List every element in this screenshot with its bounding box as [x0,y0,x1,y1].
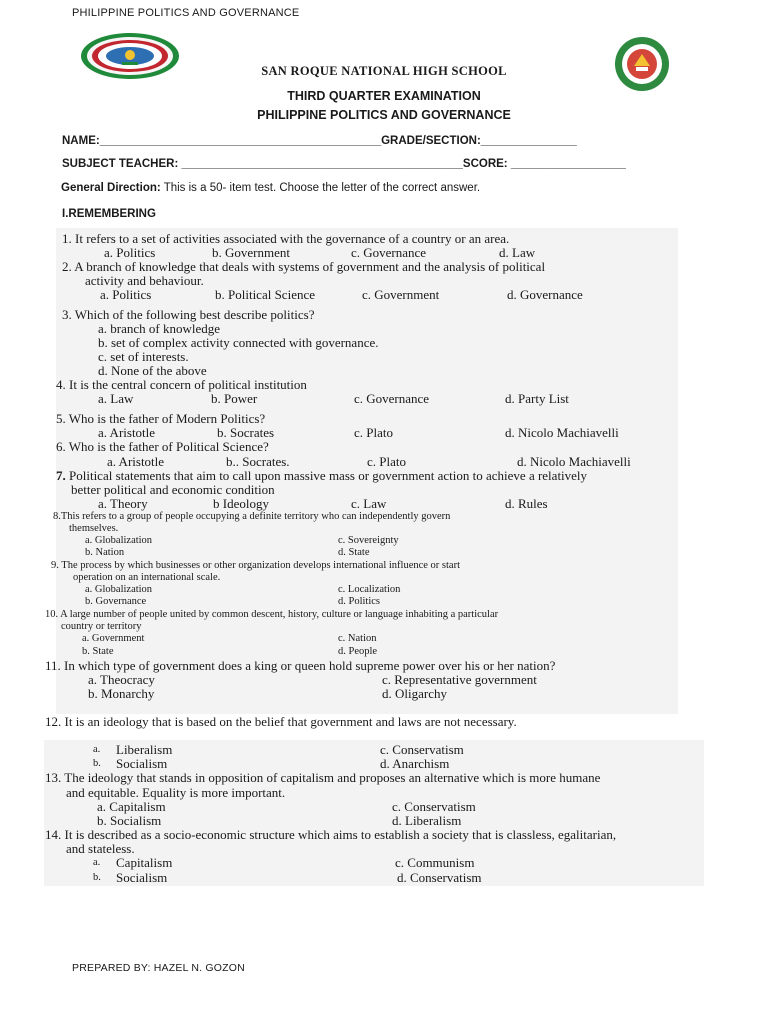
exam-subject: PHILIPPINE POLITICS AND GOVERNANCE [257,108,511,122]
q14-stem-line2: and stateless. [66,841,135,856]
direction-label: General Direction: [61,182,161,194]
q7-choice-d: d. Rules [505,496,548,511]
q14-choice-d: d. Conservatism [397,870,482,885]
q10-choice-a: a. Government [82,633,145,644]
q7-choice-c: c. Law [351,496,387,511]
q2-choice-c: c. Government [362,287,440,302]
exam-title: THIRD QUARTER EXAMINATION [287,89,481,103]
q2-stem-line1: 2. A branch of knowledge that deals with systems of government and the analysis of political [62,259,546,274]
section-heading: I.REMEMBERING [62,208,156,220]
q10-choice-c: c. Nation [338,633,377,644]
q13-choice-c: c. Conservatism [392,799,476,814]
q12-choice-a: Liberalism [116,742,173,757]
q3-choice-c: c. set of interests. [98,349,189,364]
q6-choice-c: c. Plato [367,454,406,469]
q1-choice-b: b. Government [212,245,290,260]
q13-stem-line1: 13. The ideology that stands in opposition of capitalism and proposes an alternative which is more humane [45,770,601,785]
q5-stem: 5. Who is the father of Modern Politics? [56,411,266,426]
q4-choice-c: c. Governance [354,391,430,406]
q7-number: 7. [56,468,66,483]
q8-choice-c: c. Sovereignty [338,535,399,546]
q4-choice-a: a. Law [98,391,134,406]
q2-choice-a: a. Politics [100,287,152,302]
q4-choice-d: d. Party List [505,391,569,406]
q1-choice-c: c. Governance [351,245,427,260]
q5-choice-b: b. Socrates [217,425,275,440]
prepared-by: PREPARED BY: HAZEL N. GOZON [72,962,245,974]
q11-choice-d: d. Oligarchy [382,686,447,701]
q11-stem: 11. In which type of government does a king or queen hold supreme power over his or her nation? [45,658,556,673]
q14-choice-a: Capitalism [116,855,173,870]
q9-choice-b: b. Governance [85,596,147,607]
q11-choice-c: c. Representative government [382,672,537,687]
q5-choice-d: d. Nicolo Machiavelli [505,425,619,440]
q3-choice-d: d. None of the above [98,363,207,378]
school-name: SAN ROQUE NATIONAL HIGH SCHOOL [261,64,507,78]
q9-stem-line2: operation on an international scale. [73,572,221,583]
q4-choice-b: b. Power [211,391,258,406]
name-grade-line: NAME:____________________________________________GRADE/SECTION:_______________ [62,135,577,147]
q12-choice-a-letter: a. [93,744,101,755]
q14-choice-a-letter: a. [93,857,101,868]
q7-choice-b: b Ideology [213,496,269,511]
q10-choice-b: b. State [82,646,114,657]
q12-stem: 12. It is an ideology that is based on the belief that government and laws are not necessary. [45,714,517,729]
q5-choice-a: a. Aristotle [98,425,156,440]
q8-stem-line1: 8.This refers to a group of people occupying a definite territory who can independently govern [53,511,451,522]
running-header: PHILIPPINE POLITICS AND GOVERNANCE [72,7,300,19]
q10-stem-line1: 10. A large number of people united by common descent, history, culture or language inhabiting a particular [45,609,499,620]
q9-choice-c: c. Localization [338,584,401,595]
q6-stem: 6. Who is the father of Political Science? [56,439,269,454]
q2-choice-d: d. Governance [507,287,583,302]
q4-stem: 4. It is the central concern of political institution [56,377,307,392]
direction-text: This is a 50- item test. Choose the letter of the correct answer. [160,182,481,194]
q1-stem: 1. It refers to a set of activities associated with the governance of a country or an area. [62,231,510,246]
q14-choice-b-letter: b. [93,872,101,883]
q13-stem-line2: and equitable. Equality is more important. [66,785,286,800]
q6-choice-b: b.. Socrates. [226,454,290,469]
q9-stem-line1: 9. The process by which businesses or other organization develops international influence or start [51,560,461,571]
general-direction [61,182,480,194]
q12-choice-d: d. Anarchism [380,756,450,771]
q2-stem-line2: activity and behaviour. [85,273,204,288]
q12-choice-b: Socialism [116,756,168,771]
q1-choice-a: a. Politics [104,245,156,260]
q7-choice-a: a. Theory [98,496,148,511]
q13-choice-b: b. Socialism [97,813,162,828]
q6-choice-a: a. Aristotle [107,454,165,469]
q5-choice-c: c. Plato [354,425,393,440]
q3-stem: 3. Which of the following best describe politics? [62,307,315,322]
q13-choice-a: a. Capitalism [97,799,166,814]
q12-choice-b-letter: b. [93,758,101,769]
q10-choice-d: d. People [338,646,378,657]
q9-choice-d: d. Politics [338,596,381,607]
q14-stem-line1: 14. It is described as a socio-economic structure which aims to establish a society that is classless, egalitarian, [45,827,617,842]
q1-choice-d: d. Law [499,245,536,260]
q9-choice-a: a. Globalization [85,584,153,595]
q11-choice-a: a. Theocracy [88,672,155,687]
q3-choice-a: a. branch of knowledge [98,321,221,336]
q8-choice-b: b. Nation [85,547,125,558]
q7-stem-line2: better political and economic condition [71,482,275,497]
q8-choice-d: d. State [338,547,370,558]
q8-choice-a: a. Globalization [85,535,153,546]
q14-choice-c: c. Communism [395,855,475,870]
q14-choice-b: Socialism [116,870,168,885]
q8-stem-line2: themselves. [69,523,119,534]
q12-choice-c: c. Conservatism [380,742,464,757]
q3-choice-b: b. set of complex activity connected with governance. [98,335,379,350]
q10-stem-line2: country or territory [61,621,142,632]
teacher-score-line: SUBJECT TEACHER: ____________________________________________SCORE: __________________ [62,158,626,170]
q7-stem-text: Political statements that aim to call upon massive mass or government action to achieve a relatively [65,468,588,483]
q11-choice-b: b. Monarchy [88,686,155,701]
q6-choice-d: d. Nicolo Machiavelli [517,454,631,469]
q13-choice-d: d. Liberalism [392,813,462,828]
q2-choice-b: b. Political Science [215,287,316,302]
